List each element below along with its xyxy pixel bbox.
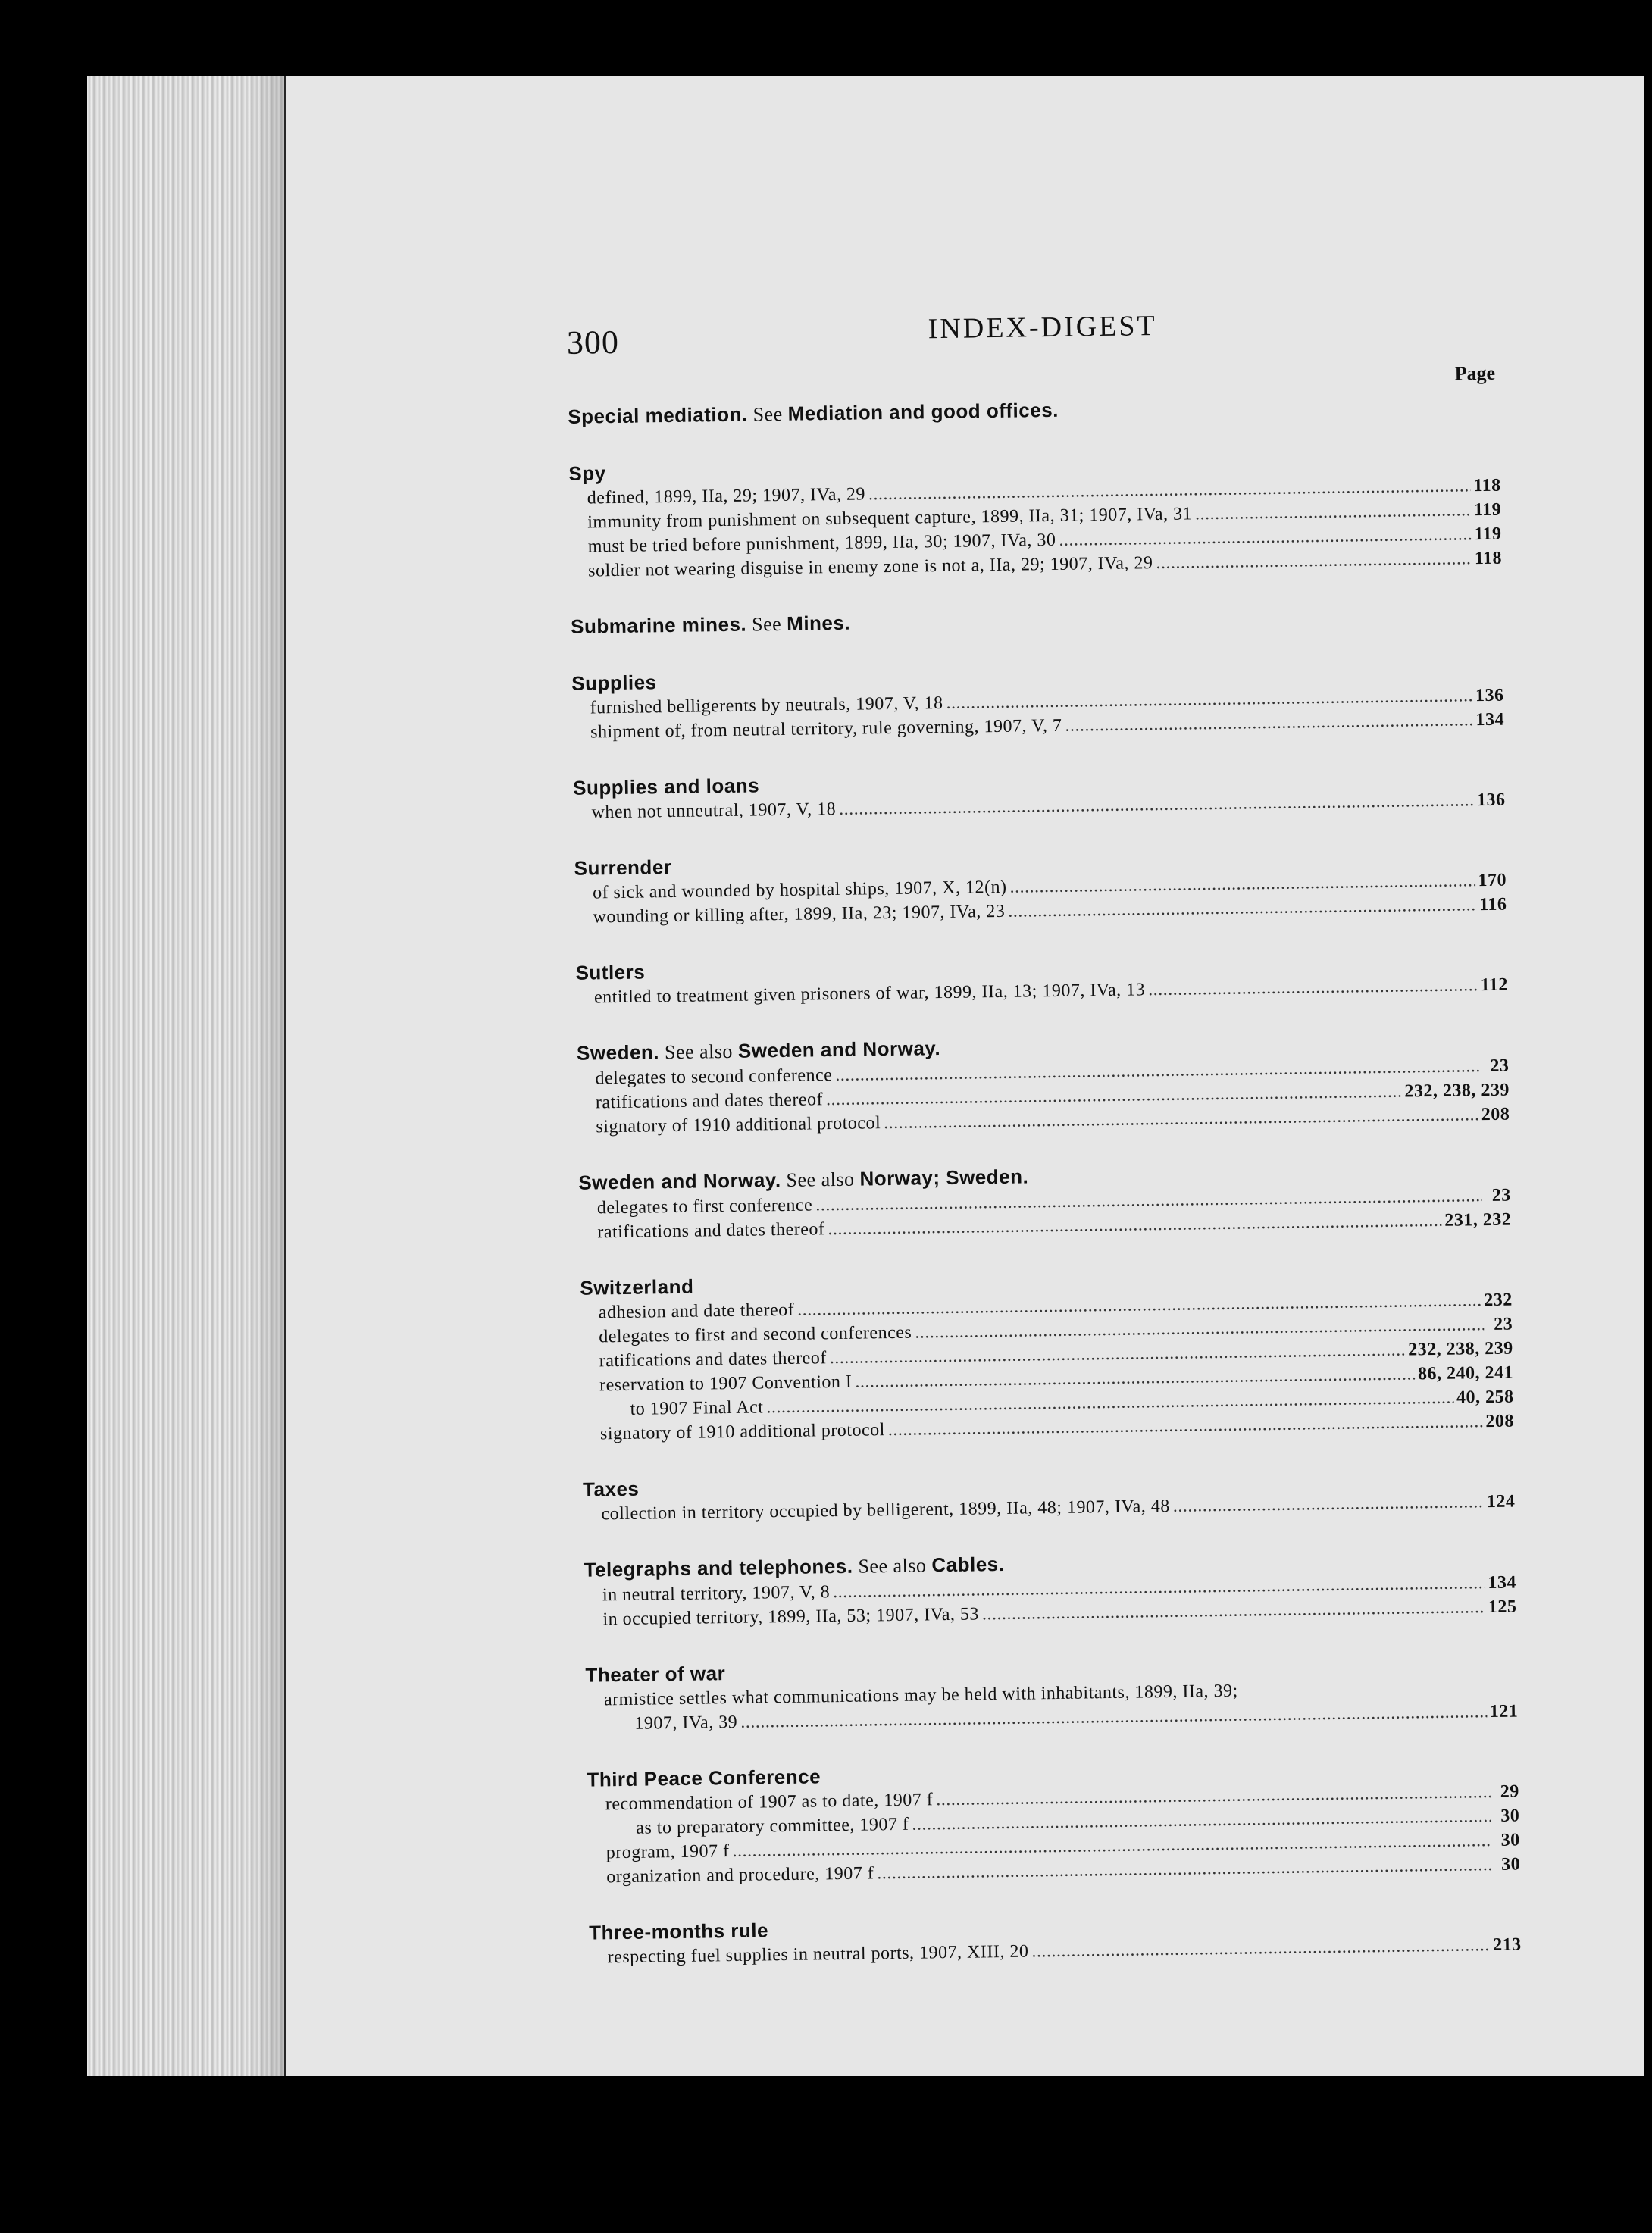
subentry-text: armistice settles what communications may be held with inhabitants, 1899, IIa, 39; [603,1681,1238,1710]
page-reference: 136 [1475,685,1504,706]
subentry-text: wounding or killing after, 1899, IIa, 23; 1907, IVa, 23 [593,901,1006,927]
running-head: INDEX-DIGEST [928,309,1157,346]
index-entry [571,601,1503,640]
subentry-text: signatory of 1910 additional protocol [599,1420,885,1444]
index-entry [573,762,1506,825]
subentry-text: of sick and wounded by hospital ships, 1907, X, 12(n) [592,877,1007,903]
page-reference: 134 [1475,709,1505,730]
index-entry [578,1157,1511,1245]
index-entries [568,391,1522,2000]
page-reference: 134 [1488,1572,1517,1593]
leader-dots [1065,708,1473,738]
heading-term: Third Peace Conference [587,1765,821,1791]
page-reference: 40, 258 [1456,1387,1514,1408]
page-reference: 208 [1485,1411,1515,1432]
subentry-text: defined, 1899, IIa, 29; 1907, IVa, 29 [587,484,866,508]
index-entry [585,1650,1518,1737]
heading-term: Supplies [571,671,657,695]
subentry-text: entitled to treatment given prisoners of war, 1899, IIa, 13; 1907, IVa, 13 [593,980,1146,1008]
page-reference: 232 [1484,1290,1513,1311]
leader-dots [1173,1490,1485,1518]
subentry-text: recommendation of 1907 as to date, 1907 f [605,1790,934,1815]
subentry-text: in occupied territory, 1899, IIa, 53; 1907, IVa, 53 [602,1604,980,1630]
entry-heading [571,601,1503,640]
see-target: Cables. [931,1552,1005,1577]
subentry-text: collection in territory occupied by belligerent, 1899, IIa, 48; 1907, IVa, 48 [601,1496,1170,1525]
page-reference: 231, 232 [1444,1209,1512,1231]
index-entry [589,1906,1522,1969]
page-reference: 213 [1492,1934,1522,1956]
page-reference: 232, 238, 239 [1404,1080,1510,1102]
see-target: Mines. [786,611,851,635]
page-reference: 23 [1491,1185,1511,1206]
subentry-text: organization and procedure, 1907 f [606,1863,874,1887]
page-column-label: Page [1454,361,1496,385]
page-reference: 30 [1500,1830,1520,1850]
subentry-text: delegates to second conference [595,1065,833,1089]
subentry-text: ratifications and dates thereof [597,1219,825,1243]
subentry-text: program, 1907 f [605,1841,730,1863]
heading-term: Sutlers [575,960,646,984]
subentry-text: ratifications and dates thereof [595,1090,824,1113]
subentry-text: 1907, IVa, 39 [634,1712,738,1734]
subentry-text: as to preparatory committee, 1907 f [636,1814,909,1838]
page-reference: 116 [1479,894,1507,915]
see-reference: See also [853,1554,932,1578]
page-reference: 170 [1478,870,1507,891]
subentry-text: when not unneutral, 1907, V, 18 [591,799,837,823]
leader-dots [1156,546,1472,575]
see-reference: See [747,402,788,426]
index-entry [577,1027,1510,1140]
index-entry [587,1754,1520,1890]
heading-term: Sweden. [576,1040,660,1065]
page-reference: 232, 238, 239 [1407,1338,1513,1360]
page-reference: 208 [1481,1104,1510,1125]
index-entry [583,1464,1516,1527]
see-reference: See also [781,1168,860,1192]
heading-term: Three-months rule [589,1919,769,1944]
index-entry [575,947,1508,1010]
subentry-text: ratifications and dates thereof [599,1348,827,1371]
page-reference: 121 [1489,1701,1519,1722]
page-reference: 118 [1474,548,1503,569]
leader-dots [1195,498,1471,526]
subentry-text: must be tried before punishment, 1899, IIa, 30; 1907, IVa, 30 [587,530,1056,557]
index-entry [580,1262,1514,1446]
see-target: Mediation and good offices. [787,398,1059,425]
heading-term: Submarine mines. [570,612,747,638]
heading-term: Special mediation. [568,402,748,428]
subentry-text: to 1907 Final Act [630,1397,764,1419]
page-reference: 119 [1473,499,1502,521]
subentry-text: in neutral territory, 1907, V, 8 [602,1582,831,1606]
page-reference: 30 [1500,1854,1521,1875]
subentry-text: delegates to first conference [596,1195,813,1218]
page-reference: 112 [1480,974,1509,996]
page-reference: 86, 240, 241 [1417,1362,1514,1384]
page-reference: 136 [1476,790,1506,811]
page-reference: 118 [1473,475,1501,496]
see-target: Norway; Sweden. [859,1165,1029,1190]
book-gutter-shadow [250,76,288,2076]
see-reference: See [746,612,787,636]
page-reference: 29 [1500,1781,1519,1802]
subentry-text: reservation to 1907 Convention I [599,1371,853,1396]
page-number: 300 [566,323,620,361]
page-reference: 23 [1490,1056,1510,1076]
subentry-text: adhesion and date thereof [598,1299,795,1323]
heading-term: Switzerland [580,1274,694,1299]
subentry-text: respecting fuel supplies in neutral ports, 1907, XIII, 20 [607,1941,1029,1968]
heading-term: Sweden and Norway. [578,1168,781,1194]
page-content [286,57,1652,2076]
page-reference: 119 [1474,524,1502,545]
heading-term: Spy [568,461,606,485]
subentry-text: shipment of, from neutral territory, rule governing, 1907, V, 7 [590,715,1062,743]
entry-heading [568,391,1500,430]
heading-term: Taxes [582,1477,640,1501]
page-reference: 124 [1486,1491,1516,1512]
subentry-text: furnished belligerents by neutrals, 1907, V, 18 [590,693,943,718]
index-entry [574,843,1507,930]
page-reference: 125 [1488,1597,1517,1618]
subentry-text: signatory of 1910 additional protocol [596,1113,881,1137]
index-entry [568,391,1500,430]
heading-term: Supplies and loans [572,774,760,799]
subentry-text: soldier not wearing disguise in enemy zone is not a, IIa, 29; 1907, IVa, 29 [587,553,1153,581]
subentry-text: delegates to first and second conferences [599,1322,912,1347]
book-page [286,76,1644,2076]
heading-term: Surrender [574,855,672,880]
leader-dots [1148,973,1478,1002]
index-entry [584,1544,1516,1632]
see-reference: See also [659,1040,739,1064]
index-entry [571,658,1504,745]
heading-term: Theater of war [585,1662,726,1687]
see-target: Sweden and Norway. [737,1037,941,1062]
page-reference: 23 [1493,1314,1513,1334]
index-entry [568,448,1502,583]
heading-term: Telegraphs and telephones. [584,1554,853,1581]
subentry-text: immunity from punishment on subsequent capture, 1899, IIa, 31; 1907, IVa, 31 [587,504,1193,533]
page-reference: 30 [1500,1806,1520,1826]
